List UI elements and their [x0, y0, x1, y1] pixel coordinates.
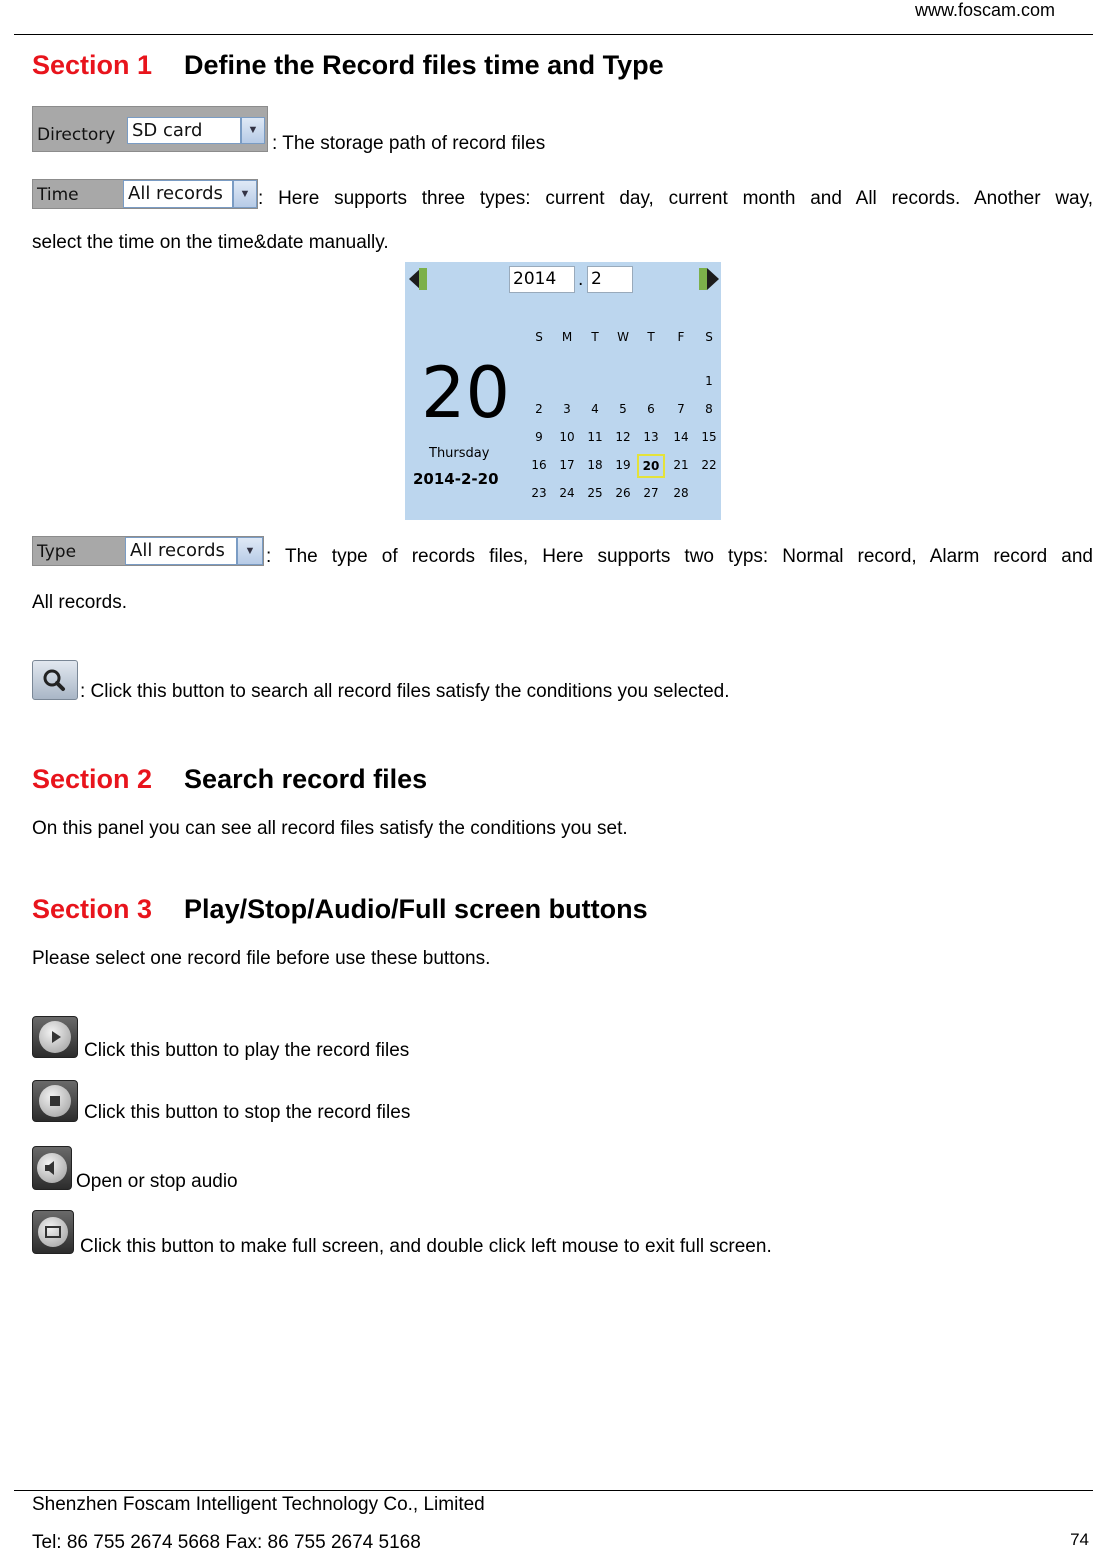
calendar-day[interactable]: 26: [615, 486, 631, 500]
directory-widget: [32, 106, 268, 152]
header-rule: [14, 34, 1093, 35]
calendar-day[interactable]: 7: [677, 402, 685, 416]
calendar-day[interactable]: 15: [701, 430, 717, 444]
calendar-day[interactable]: 21: [673, 458, 689, 472]
type-label: Type: [37, 542, 77, 562]
date-picker-calendar: [405, 262, 721, 520]
audio-description: Open or stop audio: [76, 1171, 238, 1192]
type-widget: [32, 536, 264, 566]
calendar-day[interactable]: 17: [559, 458, 575, 472]
calendar-date: 2014-2-20: [413, 470, 499, 488]
calendar-separator: .: [578, 270, 584, 290]
play-description: Click this button to play the record files: [84, 1040, 410, 1061]
next-month-bar: [699, 268, 707, 290]
section-2-body: On this panel you can see all record files satisfy the conditions you set.: [32, 818, 628, 839]
calendar-day-header: S: [535, 330, 543, 344]
stop-icon: [39, 1085, 71, 1117]
header-url: www.foscam.com: [914, 0, 1055, 20]
chevron-down-icon[interactable]: ▼: [237, 537, 263, 565]
section-3-number: Section 3: [32, 894, 153, 924]
fullscreen-icon: [38, 1217, 68, 1247]
fullscreen-button[interactable]: [32, 1210, 74, 1254]
section-3-title: Play/Stop/Audio/Full screen buttons: [184, 894, 648, 924]
calendar-day-header: T: [591, 330, 599, 344]
calendar-day-header: S: [705, 330, 713, 344]
calendar-day[interactable]: 19: [615, 458, 631, 472]
search-button[interactable]: [32, 660, 78, 700]
calendar-day-header: T: [647, 330, 655, 344]
time-label: Time: [37, 185, 79, 205]
section-1-title: Define the Record files time and Type: [184, 50, 664, 80]
footer-company: Shenzhen Foscam Intelligent Technology Co., Limited: [32, 1494, 485, 1515]
calendar-day-header: M: [561, 330, 573, 344]
search-icon: [33, 661, 77, 699]
section-2-title: Search record files: [184, 764, 428, 794]
calendar-day[interactable]: 28: [673, 486, 689, 500]
calendar-day[interactable]: 8: [705, 402, 713, 416]
calendar-day[interactable]: 9: [535, 430, 543, 444]
search-description: : Click this button to search all record files satisfy the conditions you selected.: [80, 681, 730, 702]
calendar-day[interactable]: 3: [563, 402, 571, 416]
calendar-month[interactable]: 2: [587, 266, 633, 293]
type-description-line1: : The type of records files, Here supports two typs: Normal record, Alarm record and: [266, 546, 1093, 567]
section-1-heading: [32, 50, 664, 81]
section-2-heading: [32, 764, 427, 795]
section-2-number: Section 2: [32, 764, 153, 794]
section-3-body: Please select one record file before use these buttons.: [32, 948, 491, 969]
calendar-day[interactable]: 2: [535, 402, 543, 416]
calendar-day[interactable]: 24: [559, 486, 575, 500]
calendar-day[interactable]: 27: [643, 486, 659, 500]
prev-month-bar: [419, 268, 427, 290]
calendar-big-day: 20: [421, 352, 511, 434]
calendar-year[interactable]: 2014: [509, 266, 575, 293]
calendar-day[interactable]: 4: [591, 402, 599, 416]
audio-button[interactable]: [32, 1146, 72, 1190]
calendar-weekday: Thursday: [429, 446, 490, 461]
play-button[interactable]: [32, 1016, 78, 1058]
type-select[interactable]: All records: [125, 537, 237, 565]
calendar-day[interactable]: 12: [615, 430, 631, 444]
calendar-day[interactable]: 13: [643, 430, 659, 444]
directory-label: Directory: [37, 125, 116, 145]
time-description-line2: select the time on the time&date manually.: [32, 232, 389, 253]
calendar-day[interactable]: 1: [705, 374, 713, 388]
directory-description: : The storage path of record files: [272, 133, 546, 154]
calendar-day[interactable]: 16: [531, 458, 547, 472]
footer-rule: [14, 1490, 1093, 1491]
fullscreen-description: Click this button to make full screen, and double click left mouse to exit full screen.: [80, 1236, 772, 1257]
stop-button[interactable]: [32, 1080, 78, 1122]
calendar-day[interactable]: 20: [637, 454, 665, 478]
calendar-day[interactable]: 11: [587, 430, 603, 444]
next-month-arrow-icon[interactable]: [707, 268, 719, 290]
calendar-day[interactable]: 14: [673, 430, 689, 444]
chevron-down-icon[interactable]: ▼: [241, 117, 265, 144]
calendar-day[interactable]: 6: [647, 402, 655, 416]
calendar-day[interactable]: 18: [587, 458, 603, 472]
calendar-day[interactable]: 5: [619, 402, 627, 416]
play-icon: [39, 1021, 71, 1053]
directory-select[interactable]: SD card: [127, 117, 241, 144]
calendar-day[interactable]: 22: [701, 458, 717, 472]
type-description-line2: All records.: [32, 592, 128, 613]
calendar-day[interactable]: 10: [559, 430, 575, 444]
stop-description: Click this button to stop the record files: [84, 1102, 411, 1123]
section-1-number: Section 1: [32, 50, 153, 80]
calendar-day-header: W: [617, 330, 629, 344]
time-widget: [32, 179, 258, 209]
footer-contact: Tel: 86 755 2674 5668 Fax: 86 755 2674 5168: [32, 1532, 421, 1553]
calendar-day-header: F: [677, 330, 685, 344]
chevron-down-icon[interactable]: ▼: [233, 180, 257, 208]
page-number: 74: [1070, 1530, 1089, 1549]
section-3-heading: [32, 894, 648, 925]
calendar-day[interactable]: 23: [531, 486, 547, 500]
calendar-day[interactable]: 25: [587, 486, 603, 500]
time-description-line1: : Here supports three types: current day, current month and All records. Another way,: [258, 188, 1093, 209]
speaker-icon: [37, 1153, 67, 1183]
time-select[interactable]: All records: [123, 180, 233, 208]
